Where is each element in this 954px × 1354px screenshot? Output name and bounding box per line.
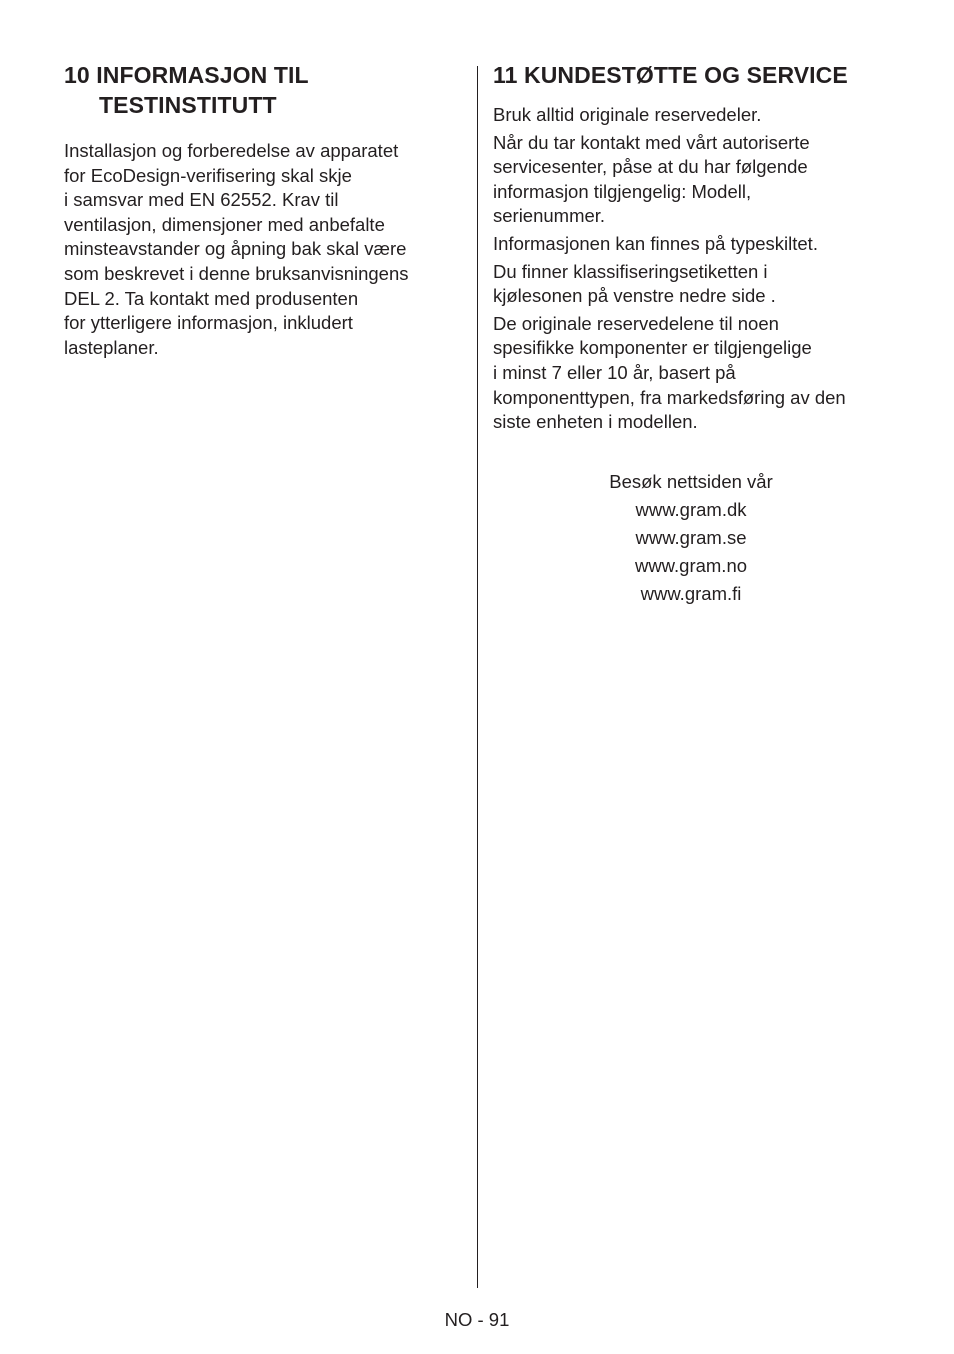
section-10-heading: 10 INFORMASJON TIL TESTINSTITUTT [64,62,309,118]
website-link-no[interactable]: www.gram.no [634,555,748,576]
paragraph-rating-plate: Informasjonen kan finnes på typeskiltet. [493,232,818,254]
visit-label: Besøk nettsiden vår [609,471,773,492]
website-link-fi[interactable]: www.gram.fi [640,583,742,604]
website-link-se[interactable]: www.gram.se [635,527,747,548]
column-divider [477,66,478,1288]
website-block [493,468,889,608]
website-link-dk[interactable]: www.gram.dk [635,499,747,520]
paragraph-spare-parts: Bruk alltid originale reservedeler. [493,104,762,125]
paragraph-classification-label: Du finner klassifiseringsetiketten i kjølesonen på venstre nedre side . [493,260,776,307]
section-11 [493,60,893,438]
page-number: NO - 91 [444,1309,510,1330]
section-11-body [493,103,893,435]
section-10 [64,60,456,360]
paragraph-parts-availability: De originale reservedelene til noen spesifikke komponenter er tilgjengelige i minst 7 eller 10 år, basert på komponenttypen, fra markedsføring av den siste enheten i modellen. [493,312,846,433]
section-11-heading: 11 KUNDESTØTTE OG SERVICE [493,62,848,88]
section-10-body: Installasjon og forberedelse av apparatet for EcoDesign-verifisering skal skje i samsvar med EN 62552. Krav til ventilasjon, dimensjoner med anbefalte minsteavstander og åpning bak skal være som beskrevet i denne bruksanvisningens DEL 2. Ta kontakt med produsenten for ytterligere informasjon, inkludert lasteplaner. [64,140,409,358]
paragraph-service-contact: Når du tar kontakt med vårt autoriserte servicesenter, påse at du har følgende informasjon tilgjengelig: Modell, serienummer. [493,131,810,227]
